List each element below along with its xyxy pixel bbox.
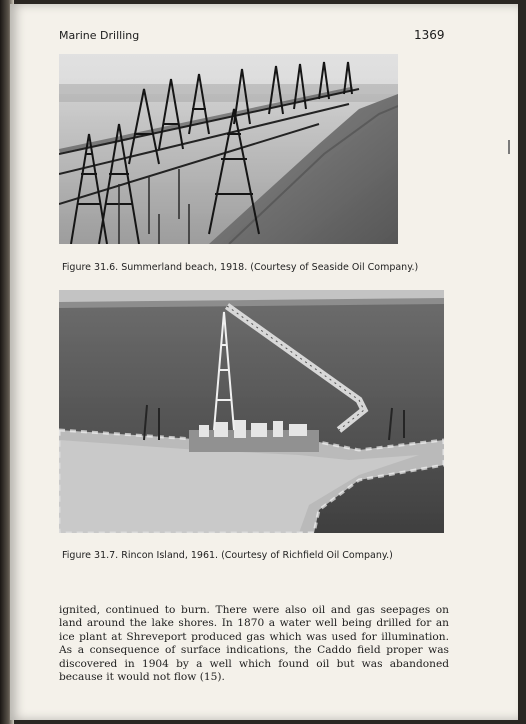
page-number: 1369	[414, 28, 445, 42]
margin-mark	[508, 140, 510, 154]
running-title: Marine Drilling	[59, 29, 140, 42]
body-paragraph: ignited, continued to burn. There were also oil and gas seepages on land around the lake shores. In 1870 a water well being drilled for an ice plant at Shreveport produced gas which was used for illumination. As a consequence of surface indications, the Caddo field proper was discovered in 1904 by a well which found oil but was abandoned because it would not flow (15).	[59, 603, 449, 684]
summerland-beach-photo	[59, 54, 398, 244]
figure-caption: Figure 31.7. Rincon Island, 1961. (Courtesy of Richfield Oil Company.)	[62, 550, 393, 561]
rincon-island-photo	[59, 290, 444, 533]
figure-caption: Figure 31.6. Summerland beach, 1918. (Courtesy of Seaside Oil Company.)	[62, 262, 419, 273]
